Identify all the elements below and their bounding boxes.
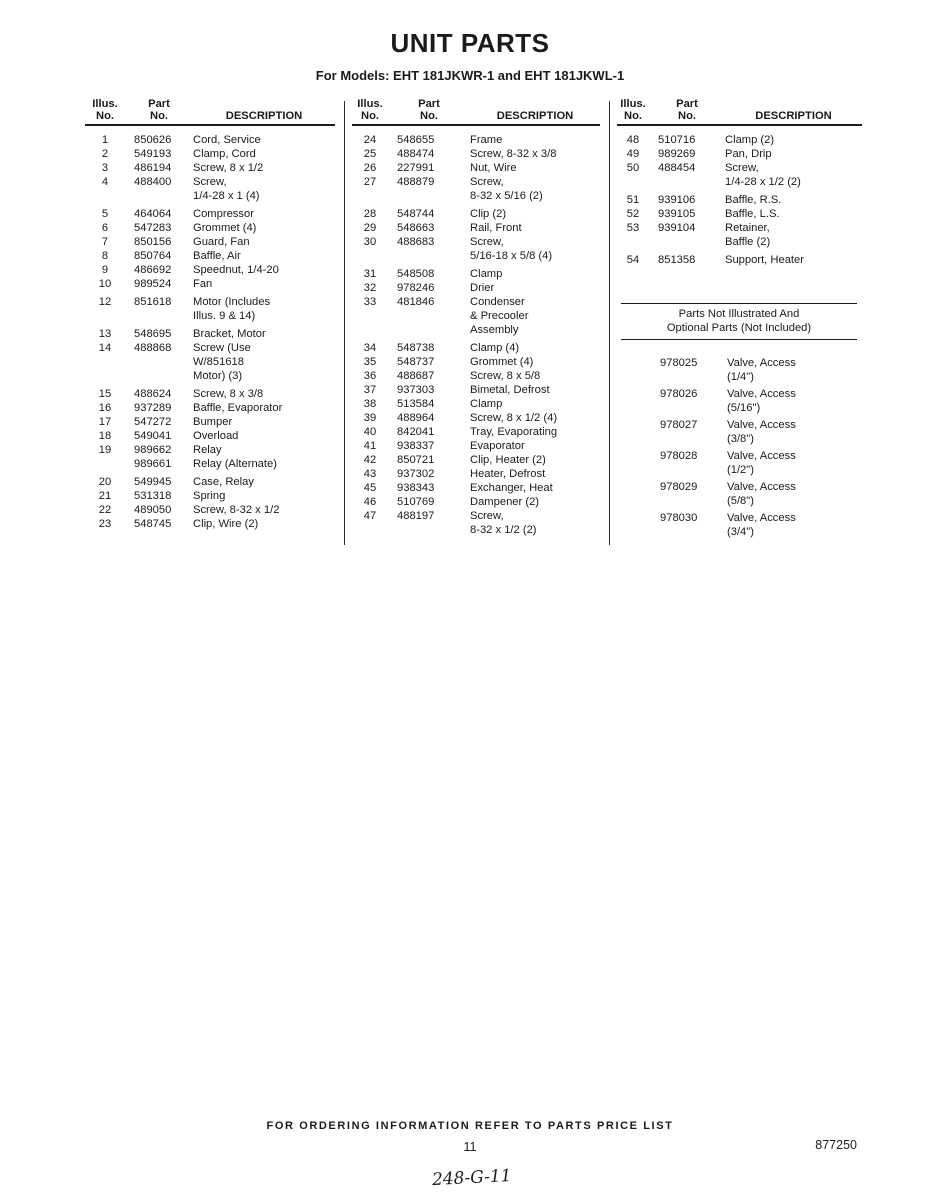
document-number: 877250 — [815, 1138, 857, 1152]
part-no-cell: 978027 — [660, 419, 698, 431]
part-no-cell: 850156 — [134, 236, 172, 248]
table-row — [352, 495, 600, 509]
illus-no-cell: 27 — [363, 176, 377, 188]
part-no-cell: 978029 — [660, 481, 698, 493]
valves-list — [617, 356, 862, 539]
description-cell: Nut, Wire — [470, 162, 517, 174]
header-no: No. — [95, 110, 115, 122]
table-row — [617, 161, 862, 189]
illus-no-cell: 34 — [363, 342, 377, 354]
column-divider — [344, 101, 345, 545]
part-no-cell: 548663 — [397, 222, 435, 234]
description-cell: Case, Relay — [193, 476, 254, 488]
part-no-cell: 548508 — [397, 268, 435, 280]
page-number: 11 — [463, 1140, 477, 1154]
column-header-part-no — [388, 98, 470, 122]
description-cell: Tray, Evaporating — [470, 426, 558, 438]
illus-no-cell: 2 — [101, 148, 109, 160]
table-row — [85, 207, 335, 221]
header-description: DESCRIPTION — [225, 110, 303, 122]
table-row — [85, 503, 335, 517]
part-no-cell: 549041 — [134, 430, 172, 442]
illus-no-cell: 19 — [98, 444, 112, 456]
illus-no-cell: 1 — [101, 134, 109, 146]
description-cell: Bumper — [193, 416, 233, 428]
column-header-description — [193, 110, 335, 122]
table-row — [352, 235, 600, 263]
illus-no-cell: 5 — [101, 208, 109, 220]
description-cell: Evaporator — [470, 440, 525, 452]
description-cell: Fan — [193, 278, 213, 290]
table-header — [617, 98, 862, 126]
illus-no-cell: 41 — [363, 440, 377, 452]
table-row — [352, 221, 600, 235]
column-header-illus-no — [352, 98, 388, 122]
illus-no-cell: 33 — [363, 296, 377, 308]
description-cell: Screw, 5/16-18 x 5/8 (4) — [470, 236, 553, 262]
part-no-cell: 937302 — [397, 468, 435, 480]
part-no-cell: 937289 — [134, 402, 172, 414]
part-no-cell: 548738 — [397, 342, 435, 354]
table-row — [352, 453, 600, 467]
part-no-cell: 851358 — [658, 254, 696, 266]
illus-no-cell: 8 — [101, 250, 109, 262]
valve-row — [617, 418, 862, 446]
part-no-cell: 510769 — [397, 496, 435, 508]
description-cell: Screw (Use W/851618 Motor) (3) — [193, 342, 251, 382]
table-row — [85, 489, 335, 503]
part-no-cell: 488687 — [397, 370, 435, 382]
illus-no-cell: 50 — [626, 162, 640, 174]
illus-no-cell: 23 — [98, 518, 112, 530]
description-cell: Clip (2) — [470, 208, 507, 220]
illus-no-cell: 16 — [98, 402, 112, 414]
description-cell: Screw, 8 x 5/8 — [470, 370, 541, 382]
illus-no-cell: 3 — [101, 162, 109, 174]
part-no-cell: 850626 — [134, 134, 172, 146]
header-no: No. — [149, 110, 169, 122]
illus-no-cell: 24 — [363, 134, 377, 146]
part-no-cell: 978025 — [660, 357, 698, 369]
description-cell: Valve, Access (1/4") — [727, 357, 796, 383]
illus-no-cell: 15 — [98, 388, 112, 400]
ordering-note: FOR ORDERING INFORMATION REFER TO PARTS PRICE LIST — [266, 1120, 674, 1132]
illus-no-cell: 37 — [363, 384, 377, 396]
table-row — [85, 387, 335, 401]
valve-row — [617, 511, 862, 539]
illus-no-cell: 26 — [363, 162, 377, 174]
description-cell: Relay — [193, 444, 222, 456]
part-no-cell: 978026 — [660, 388, 698, 400]
description-cell: Spring — [193, 490, 226, 502]
part-no-cell: 989524 — [134, 278, 172, 290]
table-row — [85, 429, 335, 443]
description-cell: Speednut, 1/4-20 — [193, 264, 279, 276]
table-header — [85, 98, 335, 126]
part-no-cell: 548655 — [397, 134, 435, 146]
header-no: No. — [360, 110, 380, 122]
part-no-cell: 488624 — [134, 388, 172, 400]
description-cell: Relay (Alternate) — [193, 458, 277, 470]
description-cell: Motor (Includes Illus. 9 & 14) — [193, 296, 271, 322]
illus-no-cell: 32 — [363, 282, 377, 294]
description-cell: Drier — [470, 282, 495, 294]
valve-row — [617, 449, 862, 477]
table-row — [352, 383, 600, 397]
column-header-illus-no — [617, 98, 649, 122]
parts-rows — [352, 126, 600, 537]
part-no-cell: 488474 — [397, 148, 435, 160]
part-no-cell: 488868 — [134, 342, 172, 354]
description-cell: Screw, 8 x 3/8 — [193, 388, 264, 400]
table-row — [617, 133, 862, 147]
description-cell: Valve, Access (5/16") — [727, 388, 796, 414]
part-no-cell: 481846 — [397, 296, 435, 308]
description-cell: Dampener (2) — [470, 496, 540, 508]
illus-no-cell: 35 — [363, 356, 377, 368]
column-header-description — [470, 110, 600, 122]
description-cell: Clip, Heater (2) — [470, 454, 546, 466]
table-row — [352, 341, 600, 355]
part-no-cell: 842041 — [397, 426, 435, 438]
header-no: No. — [677, 110, 697, 122]
illus-no-cell: 31 — [363, 268, 377, 280]
header-part: Part — [148, 98, 170, 110]
part-no-cell: 486692 — [134, 264, 172, 276]
page-title: UNIT PARTS — [390, 28, 550, 58]
table-row — [85, 133, 335, 147]
description-cell: Frame — [470, 134, 503, 146]
table-row — [617, 147, 862, 161]
part-no-cell: 938343 — [397, 482, 435, 494]
part-no-cell: 513584 — [397, 398, 435, 410]
part-no-cell: 227991 — [397, 162, 435, 174]
description-cell: Clamp — [470, 398, 503, 410]
table-row — [352, 369, 600, 383]
illus-no-cell: 40 — [363, 426, 377, 438]
description-cell: Baffle, Evaporator — [193, 402, 283, 414]
description-cell: Grommet (4) — [470, 356, 534, 368]
table-row — [352, 509, 600, 537]
illus-no-cell: 22 — [98, 504, 112, 516]
illus-no-cell: 30 — [363, 236, 377, 248]
illus-no-cell: 42 — [363, 454, 377, 466]
illus-no-cell: 48 — [626, 134, 640, 146]
parts-column-1 — [85, 98, 335, 531]
part-no-cell: 939105 — [658, 208, 696, 220]
part-no-cell: 488879 — [397, 176, 435, 188]
table-row — [352, 411, 600, 425]
illus-no-cell: 13 — [98, 328, 112, 340]
illus-no-cell: 39 — [363, 412, 377, 424]
illus-no-cell: 12 — [98, 296, 112, 308]
description-cell: Baffle, L.S. — [725, 208, 780, 220]
description-cell: Clamp, Cord — [193, 148, 256, 160]
part-no-cell: 547283 — [134, 222, 172, 234]
description-cell: Clamp — [470, 268, 503, 280]
part-no-cell: 488197 — [397, 510, 435, 522]
description-cell: Screw, 1/4-28 x 1 (4) — [193, 176, 260, 202]
part-no-cell: 548745 — [134, 518, 172, 530]
illus-no-cell: 52 — [626, 208, 640, 220]
description-cell: Bracket, Motor — [193, 328, 266, 340]
part-no-cell: 548744 — [397, 208, 435, 220]
header-illus: Illus. — [357, 98, 383, 110]
illus-no-cell: 38 — [363, 398, 377, 410]
column-header-part-no — [649, 98, 725, 122]
illus-no-cell: 49 — [626, 148, 640, 160]
table-row — [352, 467, 600, 481]
table-row — [617, 193, 862, 207]
part-no-cell: 938337 — [397, 440, 435, 452]
parts-column-3 — [617, 98, 862, 542]
illus-no-cell: 51 — [626, 194, 640, 206]
table-row — [85, 263, 335, 277]
part-no-cell: 489050 — [134, 504, 172, 516]
part-no-cell: 549193 — [134, 148, 172, 160]
table-row — [352, 481, 600, 495]
header-illus: Illus. — [92, 98, 118, 110]
table-row — [352, 397, 600, 411]
part-no-cell: 989661 — [134, 458, 172, 470]
description-cell: Exchanger, Heat — [470, 482, 553, 494]
column-header-description — [725, 110, 862, 122]
part-no-cell: 989269 — [658, 148, 696, 160]
illus-no-cell: 47 — [363, 510, 377, 522]
header-description: DESCRIPTION — [496, 110, 574, 122]
notice-line-2: Optional Parts (Not Included) — [666, 322, 812, 334]
table-row — [352, 133, 600, 147]
part-no-cell: 851618 — [134, 296, 172, 308]
description-cell: Screw, 8-32 x 5/16 (2) — [470, 176, 543, 202]
table-row — [352, 267, 600, 281]
part-no-cell: 531318 — [134, 490, 172, 502]
illus-no-cell: 53 — [626, 222, 640, 234]
table-row — [85, 443, 335, 457]
part-no-cell: 989662 — [134, 444, 172, 456]
valve-row — [617, 356, 862, 384]
part-no-cell: 464064 — [134, 208, 172, 220]
description-cell: Clamp (4) — [470, 342, 520, 354]
illus-no-cell: 9 — [101, 264, 109, 276]
part-no-cell: 488964 — [397, 412, 435, 424]
header-no: No. — [419, 110, 439, 122]
illus-no-cell: 54 — [626, 254, 640, 266]
part-no-cell: 978028 — [660, 450, 698, 462]
table-row — [352, 439, 600, 453]
description-cell: Valve, Access (3/4") — [727, 512, 796, 538]
description-cell: Retainer, Baffle (2) — [725, 222, 771, 248]
description-cell: Screw, 8-32 x 3/8 — [470, 148, 557, 160]
illus-no-cell: 46 — [363, 496, 377, 508]
part-no-cell: 850721 — [397, 454, 435, 466]
part-no-cell: 488454 — [658, 162, 696, 174]
valve-row — [617, 387, 862, 415]
description-cell: Screw, 8 x 1/2 — [193, 162, 264, 174]
description-cell: Valve, Access (3/8") — [727, 419, 796, 445]
table-row — [85, 401, 335, 415]
table-row — [85, 415, 335, 429]
description-cell: Guard, Fan — [193, 236, 250, 248]
illus-no-cell: 4 — [101, 176, 109, 188]
table-row — [85, 457, 335, 471]
header-part: Part — [676, 98, 698, 110]
table-row — [85, 277, 335, 291]
description-cell: Baffle, R.S. — [725, 194, 782, 206]
part-no-cell: 939104 — [658, 222, 696, 234]
parts-column-2 — [352, 98, 600, 537]
illus-no-cell: 45 — [363, 482, 377, 494]
table-header — [352, 98, 600, 126]
table-row — [352, 161, 600, 175]
part-no-cell: 850764 — [134, 250, 172, 262]
column-divider — [609, 101, 610, 545]
description-cell: Bimetal, Defrost — [470, 384, 550, 396]
part-no-cell: 486194 — [134, 162, 172, 174]
table-row — [85, 147, 335, 161]
illus-no-cell: 25 — [363, 148, 377, 160]
description-cell: Screw, 1/4-28 x 1/2 (2) — [725, 162, 801, 188]
table-row — [352, 147, 600, 161]
illus-no-cell: 20 — [98, 476, 112, 488]
illus-no-cell: 36 — [363, 370, 377, 382]
part-no-cell: 978030 — [660, 512, 698, 524]
description-cell: Valve, Access (5/8") — [727, 481, 796, 507]
models-subtitle: For Models: EHT 181JKWR-1 and EHT 181JKWL-1 — [315, 68, 625, 83]
table-row — [85, 175, 335, 203]
table-row — [617, 207, 862, 221]
part-no-cell: 510716 — [658, 134, 696, 146]
description-cell: Compressor — [193, 208, 254, 220]
header-illus: Illus. — [620, 98, 646, 110]
part-no-cell: 547272 — [134, 416, 172, 428]
table-row — [352, 281, 600, 295]
part-no-cell: 978246 — [397, 282, 435, 294]
description-cell: Pan, Drip — [725, 148, 772, 160]
illus-no-cell: 18 — [98, 430, 112, 442]
table-row — [352, 207, 600, 221]
illus-no-cell: 6 — [101, 222, 109, 234]
table-row — [85, 341, 335, 383]
header-description: DESCRIPTION — [755, 110, 832, 122]
table-row — [85, 295, 335, 323]
part-no-cell: 548695 — [134, 328, 172, 340]
illus-no-cell: 21 — [98, 490, 112, 502]
illus-no-cell — [85, 457, 125, 471]
part-no-cell: 937303 — [397, 384, 435, 396]
description-cell: Condenser & Precooler Assembly — [470, 296, 529, 336]
part-no-cell: 548737 — [397, 356, 435, 368]
table-row — [85, 161, 335, 175]
header-part: Part — [418, 98, 440, 110]
illus-no-cell: 28 — [363, 208, 377, 220]
valve-row — [617, 480, 862, 508]
description-cell: Support, Heater — [725, 254, 804, 266]
parts-rows — [617, 126, 862, 267]
description-cell: Screw, 8-32 x 1/2 (2) — [470, 510, 537, 536]
illus-no-cell: 29 — [363, 222, 377, 234]
description-cell: Screw, 8 x 1/2 (4) — [470, 412, 558, 424]
table-row — [85, 249, 335, 263]
table-row — [85, 517, 335, 531]
description-cell: Heater, Defrost — [470, 468, 546, 480]
description-cell: Baffle, Air — [193, 250, 241, 262]
notice-line-1: Parts Not Illustrated And — [678, 308, 800, 320]
table-row — [352, 425, 600, 439]
description-cell: Clip, Wire (2) — [193, 518, 259, 530]
table-row — [352, 355, 600, 369]
header-no: No. — [623, 110, 643, 122]
table-row — [352, 175, 600, 203]
illus-no-cell: 14 — [98, 342, 112, 354]
illus-no-cell: 7 — [101, 236, 109, 248]
description-cell: Overload — [193, 430, 239, 442]
table-row — [85, 221, 335, 235]
illus-no-cell: 17 — [98, 416, 112, 428]
part-no-cell: 488683 — [397, 236, 435, 248]
column-header-illus-no — [85, 98, 125, 122]
column-header-part-no — [125, 98, 193, 122]
description-cell: Cord, Service — [193, 134, 261, 146]
table-row — [617, 221, 862, 249]
not-illustrated-heading — [621, 303, 857, 340]
part-no-cell: 939106 — [658, 194, 696, 206]
description-cell: Clamp (2) — [725, 134, 775, 146]
illus-no-cell: 43 — [363, 468, 377, 480]
description-cell: Grommet (4) — [193, 222, 257, 234]
part-no-cell: 549945 — [134, 476, 172, 488]
table-row — [85, 235, 335, 249]
table-row — [85, 475, 335, 489]
table-row — [352, 295, 600, 337]
parts-rows — [85, 126, 335, 531]
handwritten-code: 248-G-11 — [431, 1165, 512, 1191]
illus-no-cell: 10 — [98, 278, 112, 290]
description-cell: Rail, Front — [470, 222, 522, 234]
part-no-cell: 488400 — [134, 176, 172, 188]
table-row — [617, 253, 862, 267]
table-row — [85, 327, 335, 341]
description-cell: Valve, Access (1/2") — [727, 450, 796, 476]
description-cell: Screw, 8-32 x 1/2 — [193, 504, 280, 516]
